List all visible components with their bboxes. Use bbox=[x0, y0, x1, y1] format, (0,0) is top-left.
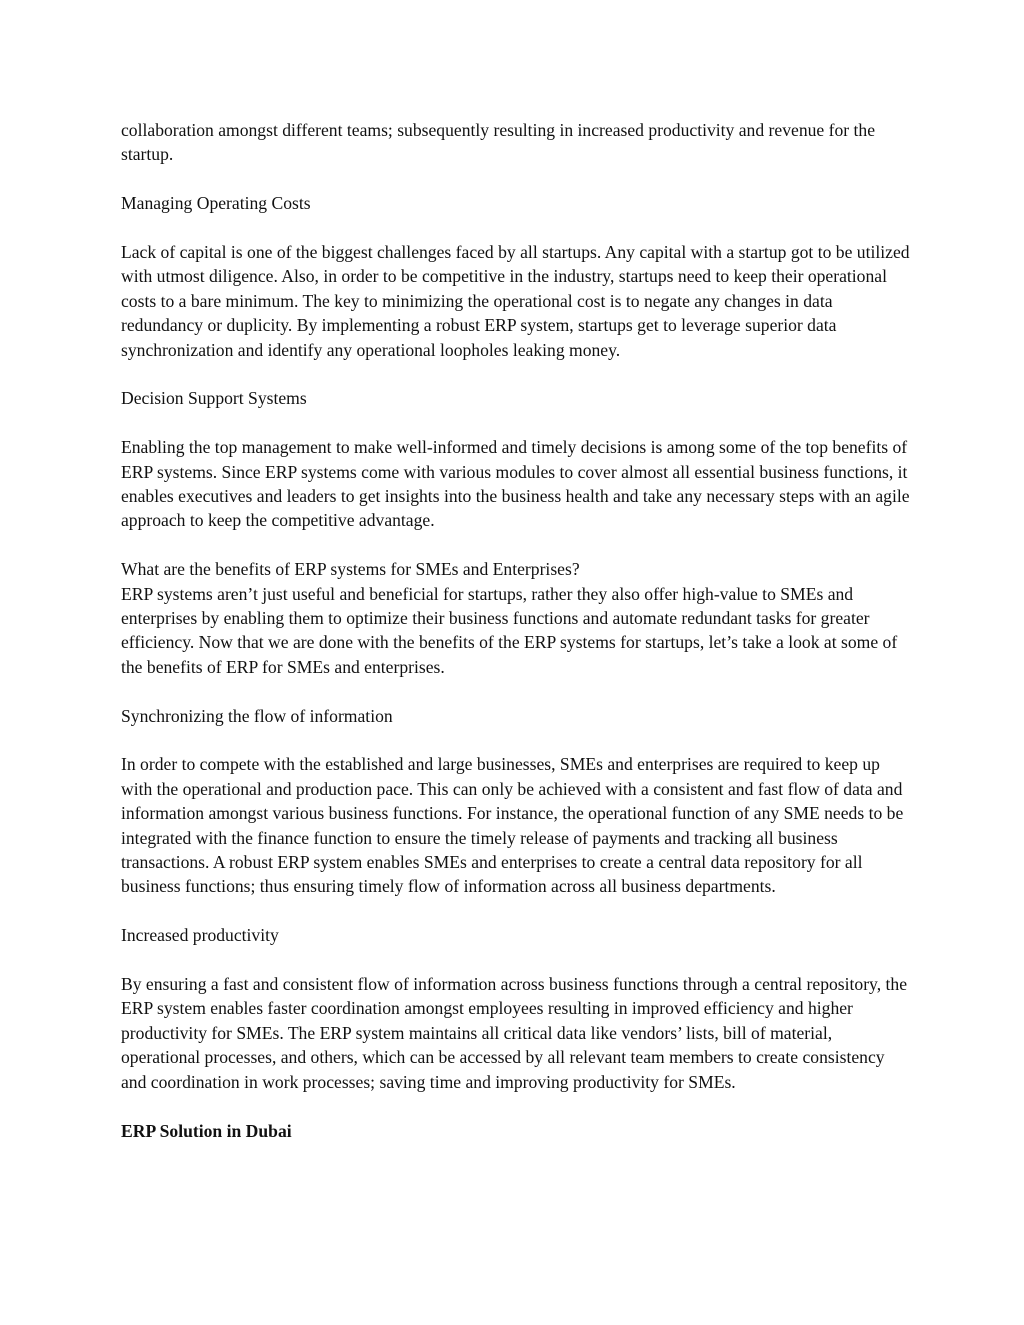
heading-increased-productivity: Increased productivity bbox=[121, 925, 279, 946]
heading-synchronizing-flow: Synchronizing the flow of information bbox=[121, 705, 393, 726]
paragraph-intro-continued: collaboration amongst different teams; subsequently resulting in increased productivity and revenue for the startup. bbox=[121, 120, 876, 165]
document-page bbox=[121, 118, 911, 1167]
paragraph-synchronizing-flow: In order to compete with the established and large businesses, SMEs and enterprises are required to keep up with the operational and production pace. This can only be achieved with a consistent and fast flow of data and information amongst various business functions. For instance, the operational function of any SME needs to be integrated with the finance function to ensure the timely release of payments and tracking all business transactions. A robust ERP system enables SMEs and enterprises to create a central data repository for all business functions; thus ensuring timely flow of information across all business departments. bbox=[121, 754, 904, 897]
heading-managing-operating-costs: Managing Operating Costs bbox=[121, 193, 311, 214]
paragraph-operating-costs: Lack of capital is one of the biggest challenges faced by all startups. Any capital with a startup got to be utilized with utmost diligence. Also, in order to be competitive in the industry, startups need to keep their operational costs to a bare minimum. The key to minimizing the operational cost is to negate any changes in data redundancy or duplicity. By implementing a robust ERP system, startups get to leverage superior data synchronization and identify any operational loopholes leaking money. bbox=[121, 242, 910, 360]
heading-benefits-smes: What are the benefits of ERP systems for SMEs and Enterprises? bbox=[121, 559, 580, 580]
heading-erp-solution-dubai: ERP Solution in Dubai bbox=[121, 1120, 292, 1141]
paragraph-decision-support: Enabling the top management to make well-informed and timely decisions is among some of the top benefits of ERP systems. Since ERP systems come with various modules to cover almost all essential business functions, it enables executives and leaders to get insights into the business health and take any necessary steps with an agile approach to keep the competitive advantage. bbox=[121, 437, 910, 531]
heading-decision-support-systems: Decision Support Systems bbox=[121, 388, 307, 409]
paragraph-increased-productivity: By ensuring a fast and consistent flow of information across business functions through a central repository, the ERP system enables faster coordination amongst employees resulting in improved efficiency and higher productivity for SMEs. The ERP system maintains all critical data like vendors’ lists, bill of material, operational processes, and others, which can be accessed by all relevant team members to create consistency and coordination in work processes; saving time and improving productivity for SMEs. bbox=[121, 974, 908, 1092]
paragraph-benefits-smes: ERP systems aren’t just useful and beneficial for startups, rather they also offer high-value to SMEs and enterprises by enabling them to optimize their business functions and automate redundant tasks for greater efficiency. Now that we are done with the benefits of the ERP systems for startups, let’s take a look at some of the benefits of ERP for SMEs and enterprises. bbox=[121, 583, 898, 677]
